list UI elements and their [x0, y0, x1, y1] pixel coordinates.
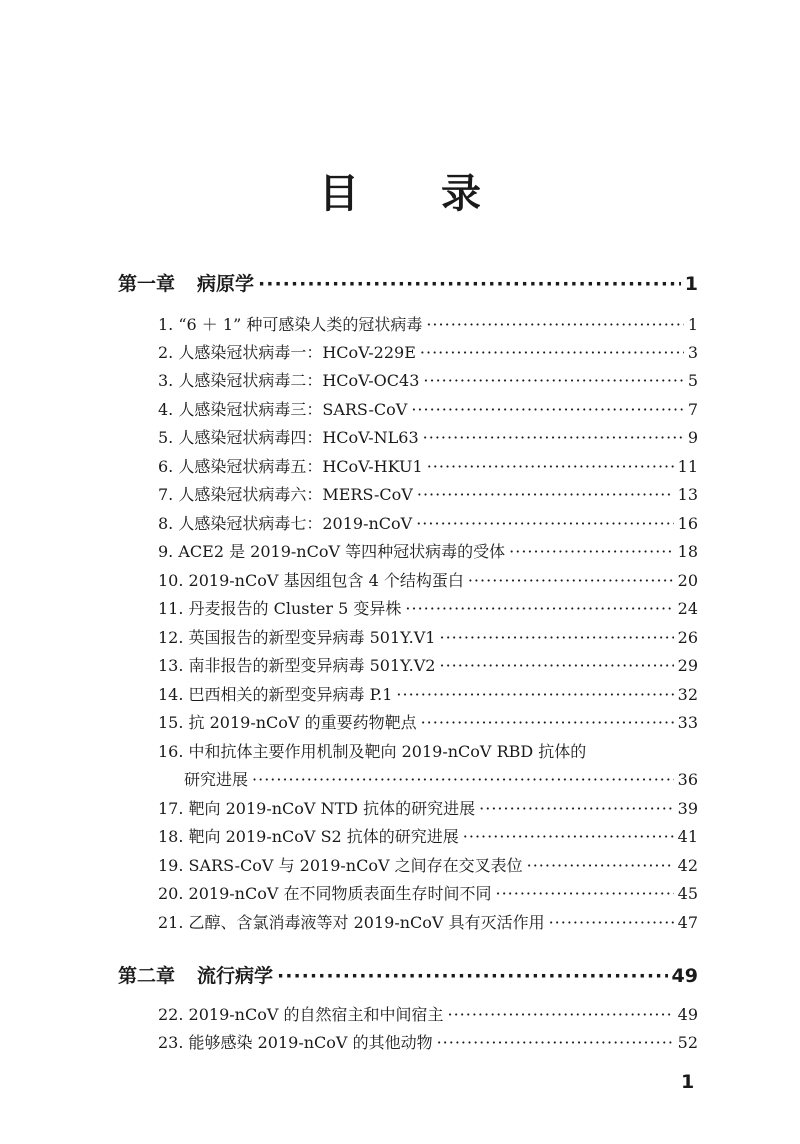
entry-title: 4. 人感染冠状病毒三：SARS-CoV: [158, 400, 408, 419]
entry-page: 9: [687, 428, 698, 447]
chapter-heading[interactable]: [118, 269, 698, 296]
entry-title-continued: 研究进展: [184, 770, 249, 789]
entry-page: 3: [687, 343, 698, 362]
dot-leader: [258, 273, 681, 295]
entry-page: 41: [677, 827, 698, 846]
page-number: 1: [681, 1071, 695, 1093]
dot-leader: [411, 400, 684, 419]
entry-title: 6. 人感染冠状病毒五：HCoV-HKU1: [158, 457, 423, 476]
entry-title: 19. SARS-CoV 与 2019-nCoV 之间存在交叉表位: [158, 856, 523, 875]
entry-page: 5: [687, 371, 698, 390]
entry-page: 18: [677, 542, 698, 561]
entry-page: 32: [677, 685, 698, 704]
toc-entry[interactable]: [158, 682, 698, 705]
chapter-name: 病原学: [197, 273, 255, 295]
entry-title: 5. 人感染冠状病毒四：HCoV-NL63: [158, 428, 419, 447]
chapter-label: 第二章: [118, 965, 176, 987]
entry-page: 16: [677, 514, 698, 533]
dot-leader: [447, 1005, 673, 1024]
dot-leader: [427, 457, 674, 476]
toc-entry[interactable]: [158, 710, 698, 733]
toc-entry[interactable]: [158, 596, 698, 619]
entry-page: 47: [677, 913, 698, 932]
dot-leader: [277, 965, 668, 987]
dot-leader: [439, 656, 673, 675]
toc-entry[interactable]: [158, 739, 698, 762]
toc-entry[interactable]: [158, 853, 698, 876]
entry-page: 13: [677, 485, 698, 504]
toc-entry[interactable]: [158, 454, 698, 477]
entry-page: 42: [677, 856, 698, 875]
entry-title: 22. 2019-nCoV 的自然宿主和中间宿主: [158, 1005, 444, 1024]
toc-entry[interactable]: [158, 910, 698, 933]
entry-title: 9. ACE2 是 2019-nCoV 等四种冠状病毒的受体: [158, 542, 506, 561]
entry-title: 7. 人感染冠状病毒六：MERS-CoV: [158, 485, 413, 504]
toc-entry[interactable]: [158, 568, 698, 591]
dot-leader: [405, 599, 673, 618]
dot-leader: [416, 514, 673, 533]
chapter-page: 49: [671, 965, 698, 987]
entry-title: 2. 人感染冠状病毒一：HCoV-229E: [158, 343, 416, 362]
toc-entry[interactable]: [158, 368, 698, 391]
toc-entry[interactable]: [158, 425, 698, 448]
entry-title: 17. 靶向 2019-nCoV NTD 抗体的研究进展: [158, 799, 476, 818]
entry-title: 8. 人感染冠状病毒七：2019-nCoV: [158, 514, 413, 533]
chapter-page: 1: [684, 273, 698, 295]
entry-title: 15. 抗 2019-nCoV 的重要药物靶点: [158, 713, 417, 732]
entry-title: 20. 2019-nCoV 在不同物质表面生存时间不同: [158, 884, 492, 903]
entry-page: 49: [677, 1005, 698, 1024]
dot-leader: [417, 485, 674, 504]
dot-leader: [426, 315, 683, 334]
entry-title: 18. 靶向 2019-nCoV S2 抗体的研究进展: [158, 827, 459, 846]
toc-entry[interactable]: [158, 881, 698, 904]
toc-entry[interactable]: [158, 1030, 698, 1053]
entry-page: 1: [687, 315, 698, 334]
toc-entry[interactable]: [158, 340, 698, 363]
dot-leader: [439, 628, 673, 647]
dot-leader: [468, 571, 674, 590]
entry-title: 1. “6 ＋ 1” 种可感染人类的冠状病毒: [158, 315, 423, 334]
dot-leader: [463, 827, 674, 846]
toc-entry[interactable]: [158, 625, 698, 648]
dot-leader: [509, 542, 674, 561]
dot-leader: [423, 371, 683, 390]
dot-leader: [495, 884, 673, 903]
dot-leader: [252, 770, 674, 789]
entry-page: 20: [677, 571, 698, 590]
dot-leader: [421, 713, 674, 732]
entry-title: 21. 乙醇、含氯消毒液等对 2019-nCoV 具有灭活作用: [158, 913, 545, 932]
chapter-name: 流行病学: [197, 965, 274, 987]
toc-entry[interactable]: [158, 511, 698, 534]
entry-title: 10. 2019-nCoV 基因组包含 4 个结构蛋白: [158, 571, 464, 590]
entry-title: 11. 丹麦报告的 Cluster 5 变异株: [158, 599, 402, 618]
page-title: 目 录: [319, 171, 515, 217]
dot-leader: [396, 685, 673, 704]
toc-entry-continuation[interactable]: [184, 767, 698, 790]
toc-entry[interactable]: [158, 539, 698, 562]
entry-page: 45: [677, 884, 698, 903]
toc-entry[interactable]: [158, 482, 698, 505]
entry-title: 12. 英国报告的新型变异病毒 501Y.V1: [158, 628, 436, 647]
entry-page: 52: [677, 1033, 698, 1052]
entry-title: 3. 人感染冠状病毒二：HCoV-OC43: [158, 371, 420, 390]
toc-entry[interactable]: [158, 1002, 698, 1025]
entry-title: 13. 南非报告的新型变异病毒 501Y.V2: [158, 656, 436, 675]
dot-leader: [437, 1033, 674, 1052]
entry-page: 29: [677, 656, 698, 675]
dot-leader: [420, 343, 684, 362]
toc-entry[interactable]: [158, 397, 698, 420]
toc-entry[interactable]: [158, 796, 698, 819]
chapter-heading[interactable]: [118, 961, 698, 988]
entry-page: 36: [677, 770, 698, 789]
entry-title: 16. 中和抗体主要作用机制及靶向 2019-nCoV RBD 抗体的: [158, 742, 587, 761]
toc-entry[interactable]: [158, 824, 698, 847]
dot-leader: [549, 913, 674, 932]
entry-title: 14. 巴西相关的新型变异病毒 P.1: [158, 685, 393, 704]
dot-leader: [479, 799, 673, 818]
entry-title: 23. 能够感染 2019-nCoV 的其他动物: [158, 1033, 433, 1052]
entry-page: 7: [687, 400, 698, 419]
toc-entry[interactable]: [158, 653, 698, 676]
entry-page: 11: [677, 457, 698, 476]
dot-leader: [423, 428, 684, 447]
entry-page: 26: [677, 628, 698, 647]
chapter-label: 第一章: [118, 273, 176, 295]
toc-entry[interactable]: [158, 312, 698, 335]
entry-page: 39: [677, 799, 698, 818]
dot-leader: [527, 856, 674, 875]
entry-page: 24: [677, 599, 698, 618]
entry-page: 33: [677, 713, 698, 732]
